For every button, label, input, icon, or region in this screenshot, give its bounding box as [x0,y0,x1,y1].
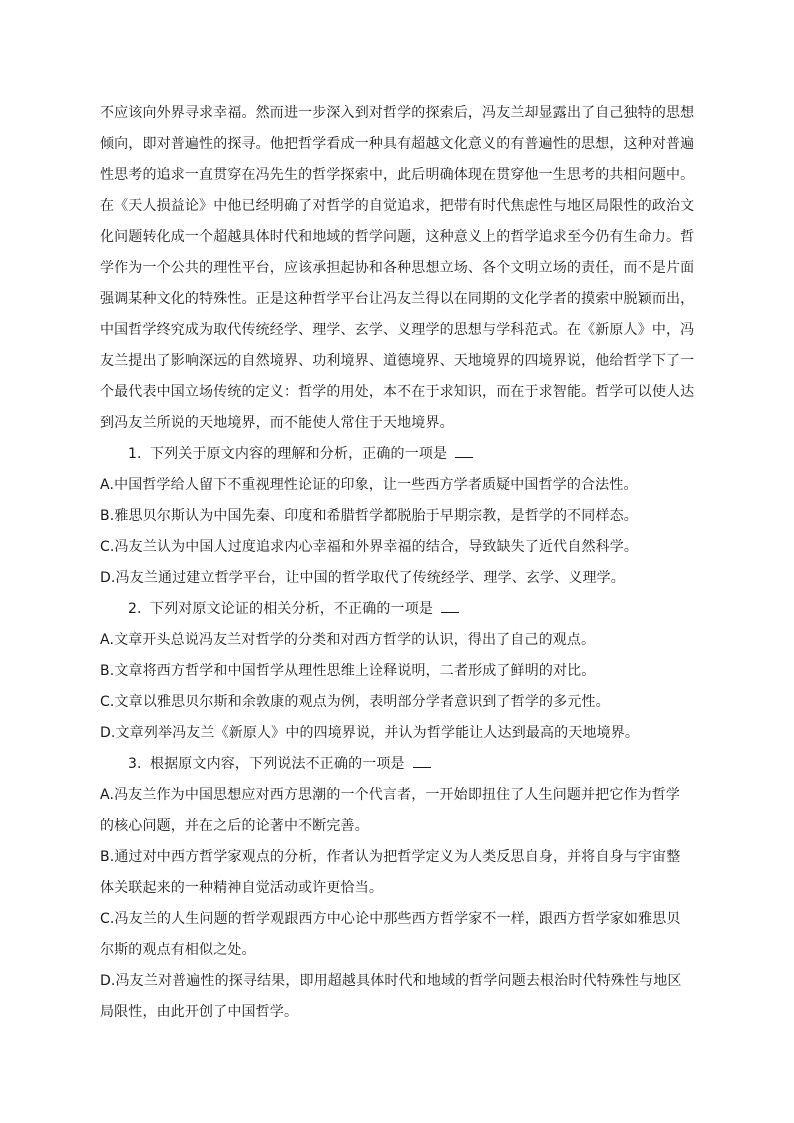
passage-line: 中国哲学终究成为取代传统经学、理学、玄学、义理学的思想与学科范式。在《新原人》中，冯 [100,322,695,338]
question-number: 3. [128,756,142,772]
option-b: B.文章将西方哲学和中国哲学从理性思维上诠释说明，二者形成了鲜明的对比。 [100,663,596,679]
question-text: 下列对原文论证的相关分析，不正确的一项是 [150,601,433,617]
question-stem [100,594,694,625]
option-a: A.中国哲学给人留下不重视理性论证的印象，让一些西方学者质疑中国哲学的合法性。 [100,477,638,493]
answer-blank[interactable] [455,443,473,458]
passage-line: 个最代表中国立场传统的定义：哲学的用处，本不在于求知识，而在于求智能。哲学可以使人达 [100,384,695,400]
question-2 [100,594,694,749]
passage-line: 不应该向外界寻求幸福。然而进一步深入到对哲学的探索后，冯友兰却显露出了自己独特的思想 [100,105,695,121]
passage-line: 化问题转化成一个超越具体时代和地域的哲学问题，这种意义上的哲学追求至今仍有生命力。哲 [100,229,695,245]
question-3 [100,749,694,1028]
answer-blank[interactable] [413,753,431,768]
option-d: D.冯友兰通过建立哲学平台，让中国的哲学取代了传统经学、理学、玄学、义理学。 [100,570,625,586]
passage-line: 到冯友兰所说的天地境界，而不能使人常住于天地境界。 [100,415,454,431]
question-stem [100,439,694,470]
question-text: 下列关于原文内容的理解和分析，正确的一项是 [150,446,448,462]
passage [100,98,694,439]
passage-line: 学作为一个公共的理性平台，应该承担起协和各种思想立场、各个文明立场的责任，而不是片面 [100,260,695,276]
option-b: B.通过对中西方哲学家观点的分析，作者认为把哲学定义为人类反思自身，并将自身与宇宙整体关联起来的一种精神自觉活动或许更恰当。 [100,849,681,896]
passage-line: 倾向，即对普遍性的探寻。他把哲学看成一种具有超越文化意义的有普遍性的思想，这种对普遍 [100,136,695,152]
question-stem [100,749,694,780]
passage-line: 强调某种文化的特殊性。正是这种哲学平台让冯友兰得以在同期的文化学者的摸索中脱颖而出， [100,291,695,307]
question-number: 1. [128,446,142,462]
passage-line: 在《天人损益论》中他已经明确了对哲学的自觉追求，把带有时代焦虑性与地区局限性的政治文 [100,198,695,214]
option-a: A.文章开头总说冯友兰对哲学的分类和对西方哲学的认识，得出了自己的观点。 [100,632,596,648]
question-1 [100,439,694,594]
answer-blank[interactable] [441,598,459,613]
option-d: D.冯友兰对普遍性的探寻结果，即用超越具体时代和地域的哲学问题去根治时代特殊性与地区局限性，由此开创了中国哲学。 [100,973,682,1020]
passage-line: 性思考的追求一直贯穿在冯先生的哲学探索中，此后明确体现在贯穿他一生思考的共相问题中。 [100,167,695,183]
document-content [100,98,694,1028]
option-c: C.冯友兰认为中国人过度追求内心幸福和外界幸福的结合，导致缺失了近代自然科学。 [100,539,639,555]
passage-line: 友兰提出了影响深远的自然境界、功利境界、道德境界、天地境界的四境界说，他给哲学下了一 [100,353,695,369]
option-c: C.文章以雅思贝尔斯和余敦康的观点为例，表明部分学者意识到了哲学的多元性。 [100,694,610,710]
option-b: B.雅思贝尔斯认为中国先秦、印度和希腊哲学都脱胎于早期宗教，是哲学的不同样态。 [100,508,638,524]
option-d: D.文章列举冯友兰《新原人》中的四境界说，并认为哲学能让人达到最高的天地境界。 [100,725,640,741]
question-number: 2. [128,601,142,617]
question-text: 根据原文内容，下列说法不正确的一项是 [150,756,405,772]
option-a: A.冯友兰作为中国思想应对西方思潮的一个代言者，一开始即扭住了人生问题并把它作为哲学的核心问题，并在之后的论著中不断完善。 [100,787,681,834]
option-c: C.冯友兰的人生问题的哲学观跟西方中心论中那些西方哲学家不一样，跟西方哲学家如雅思贝尔斯的观点有相似之处。 [100,911,681,958]
